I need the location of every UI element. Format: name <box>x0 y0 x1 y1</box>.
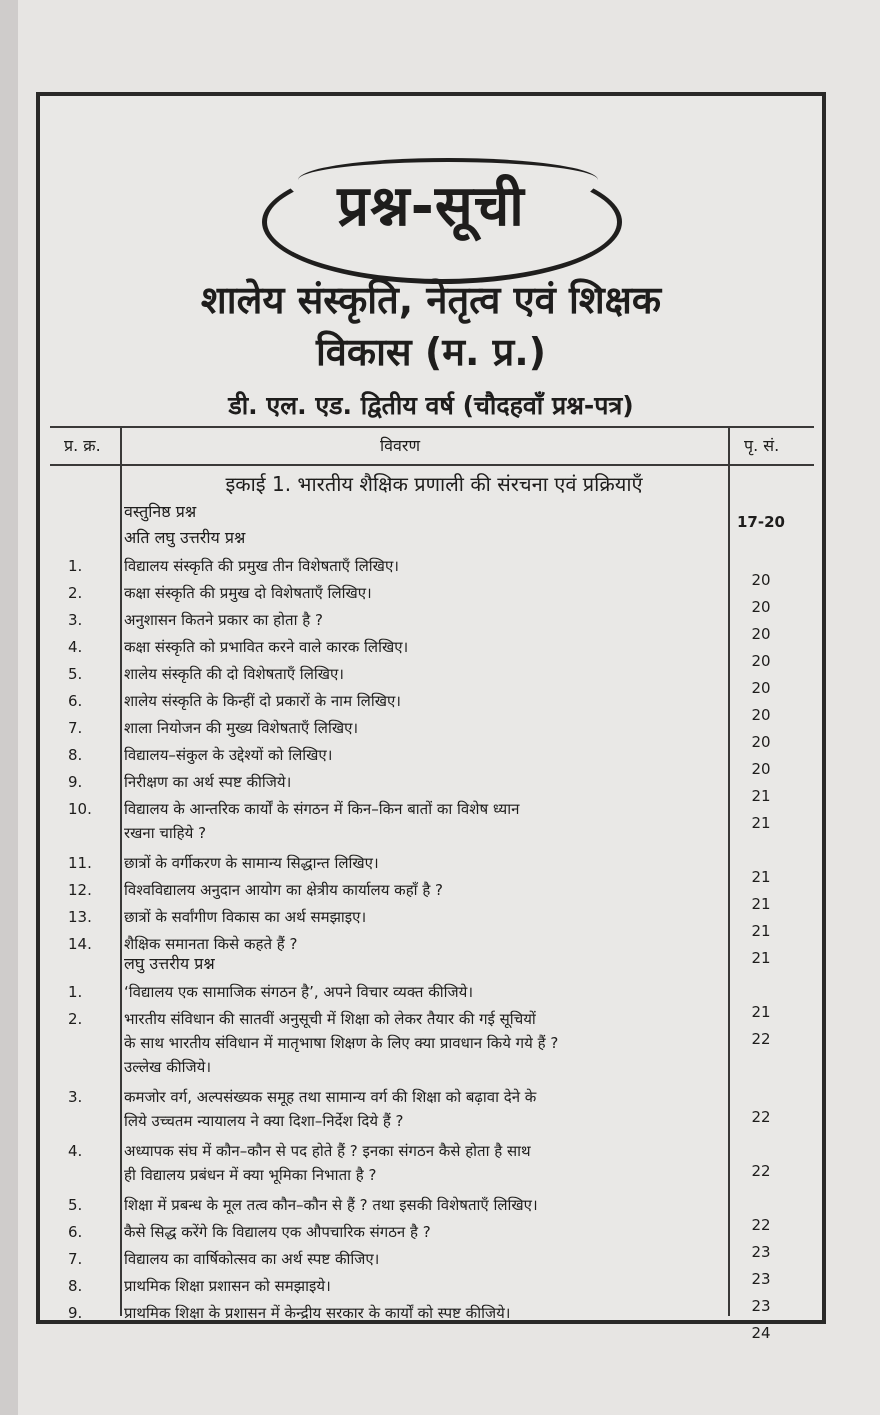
page-number: 20 <box>751 706 771 724</box>
col-header-num: प्र. क्र. <box>64 436 101 455</box>
unit-title: इकाई 1. भारतीय शैक्षिक प्रणाली की संरचना एवं प्रक्रियाएँ <box>225 472 643 496</box>
question-text <box>124 635 664 659</box>
question-text <box>124 689 664 713</box>
question-line: कमजोर वर्ग, अल्पसंख्यक समूह तथा सामान्य वर्ग की शिक्षा को बढ़ावा देने के <box>124 1088 537 1106</box>
question-text <box>124 554 664 578</box>
question-line: विद्यालय संस्कृति की प्रमुख तीन विशेषताएँ लिखिए। <box>124 557 399 575</box>
question-line: अध्यापक संघ में कौन–कौन से पद होते हैं ? इनका संगठन कैसे होता है साथ <box>124 1142 531 1160</box>
question-number: 6. <box>68 692 83 710</box>
page-number: 22 <box>751 1216 771 1234</box>
question-number: 8. <box>68 746 83 764</box>
header-divider <box>50 464 814 466</box>
question-text <box>124 1274 664 1298</box>
section-label: अति लघु उत्तरीय प्रश्न <box>124 528 246 547</box>
question-line: विद्यालय के आन्तरिक कार्यों के संगठन में किन–किन बातों का विशेष ध्यान <box>124 800 520 818</box>
question-number: 9. <box>68 1304 83 1322</box>
question-line: छात्रों के सर्वांगीण विकास का अर्थ समझाइए। <box>124 908 367 926</box>
question-text <box>124 797 664 845</box>
page-number: 22 <box>751 1162 771 1180</box>
contents-page <box>36 92 826 1342</box>
page-title: प्रश्न-सूची <box>337 174 525 239</box>
page-gutter <box>0 0 18 1415</box>
page-number: 21 <box>751 787 771 805</box>
page-number: 21 <box>751 895 771 913</box>
subject-line-2: विकास (म. प्र.) <box>315 330 547 374</box>
question-number: 8. <box>68 1277 83 1295</box>
question-text <box>124 662 664 686</box>
question-text <box>124 1220 664 1244</box>
question-number: 2. <box>68 1010 83 1028</box>
question-number: 2. <box>68 584 83 602</box>
page-number: 22 <box>751 1108 771 1126</box>
question-text <box>124 716 664 740</box>
col-header-page: पृ. सं. <box>744 436 780 455</box>
question-line: शालेय संस्कृति की दो विशेषताएँ लिखिए। <box>124 665 344 683</box>
question-number: 13. <box>68 908 92 926</box>
subject-line-1: शालेय संस्कृति, नेतृत्व एवं शिक्षक <box>200 278 662 322</box>
question-line: लिये उच्चतम न्यायालय ने क्या दिशा–निर्देश दिये हैं ? <box>124 1112 404 1130</box>
question-number: 11. <box>68 854 92 872</box>
question-text <box>124 1301 664 1325</box>
section-label: लघु उत्तरीय प्रश्न <box>124 954 215 973</box>
question-text <box>124 1007 664 1079</box>
page-number: 20 <box>751 598 771 616</box>
question-number: 12. <box>68 881 92 899</box>
question-number: 1. <box>68 983 83 1001</box>
question-line: प्राथमिक शिक्षा के प्रशासन में केन्द्रीय सरकार के कार्यों को स्पष्ट कीजिये। <box>124 1304 511 1322</box>
page-number: 23 <box>751 1297 771 1315</box>
question-line: कैसे सिद्ध करेंगे कि विद्यालय एक औपचारिक संगठन है ? <box>124 1223 431 1241</box>
question-number: 6. <box>68 1223 83 1241</box>
question-line: शिक्षा में प्रबन्ध के मूल तत्व कौन–कौन से हैं ? तथा इसकी विशेषताएँ लिखिए। <box>124 1196 538 1214</box>
question-line: विश्वविद्यालय अनुदान आयोग का क्षेत्रीय कार्यालय कहाँ है ? <box>124 881 444 899</box>
question-text <box>124 1085 664 1133</box>
question-line: उल्लेख कीजिये। <box>124 1058 211 1076</box>
question-line: शाला नियोजन की मुख्य विशेषताएँ लिखिए। <box>124 719 359 737</box>
subject-title <box>60 274 802 378</box>
question-number: 5. <box>68 1196 83 1214</box>
question-text <box>124 878 664 902</box>
question-text <box>124 1247 664 1271</box>
page-number: 24 <box>751 1324 771 1342</box>
page-number: 23 <box>751 1243 771 1261</box>
question-line: अनुशासन कितने प्रकार का होता है ? <box>124 611 323 629</box>
question-text <box>124 581 664 605</box>
question-line: विद्यालय का वार्षिकोत्सव का अर्थ स्पष्ट कीजिए। <box>124 1250 380 1268</box>
section-label: वस्तुनिष्ठ प्रश्न <box>124 502 197 521</box>
question-text <box>124 1139 664 1187</box>
question-line: प्राथमिक शिक्षा प्रशासन को समझाइये। <box>124 1277 331 1295</box>
question-number: 7. <box>68 719 83 737</box>
page-number: 21 <box>751 949 771 967</box>
question-number: 5. <box>68 665 83 683</box>
page-number: 22 <box>751 1030 771 1048</box>
question-line: ‘विद्यालय एक सामाजिक संगठन है’, अपने विचार व्यक्त कीजिये। <box>124 983 474 1001</box>
page-number: 20 <box>751 652 771 670</box>
page-number: 21 <box>751 814 771 832</box>
question-text <box>124 980 664 1004</box>
question-number: 7. <box>68 1250 83 1268</box>
question-line: ही विद्यालय प्रबंधन में क्या भूमिका निभाता है ? <box>124 1166 377 1184</box>
page-number: 21 <box>751 868 771 886</box>
question-line: कक्षा संस्कृति की प्रमुख दो विशेषताएँ लिखिए। <box>124 584 372 602</box>
page-number: 20 <box>751 733 771 751</box>
question-line: विद्यालय–संकुल के उद्देश्यों को लिखिए। <box>124 746 333 764</box>
question-line: रखना चाहिये ? <box>124 824 207 842</box>
question-line: के साथ भारतीय संविधान में मातृभाषा शिक्षण के लिए क्या प्रावधान किये गये हैं ? <box>124 1034 559 1052</box>
question-number: 9. <box>68 773 83 791</box>
question-text <box>124 905 664 929</box>
question-text <box>124 770 664 794</box>
page-number: 21 <box>751 1003 771 1021</box>
question-line: शैक्षिक समानता किसे कहते हैं ? <box>124 935 298 953</box>
question-number: 14. <box>68 935 92 953</box>
col-header-desc: विवरण <box>380 436 421 455</box>
question-number: 4. <box>68 1142 83 1160</box>
question-line: निरीक्षण का अर्थ स्पष्ट कीजिये। <box>124 773 292 791</box>
course-title: डी. एल. एड. द्वितीय वर्ष (चौदहवाँ प्रश्न-पत्र) <box>228 391 634 420</box>
contents-table <box>50 426 814 1342</box>
question-text <box>124 743 664 767</box>
question-text <box>124 1193 664 1217</box>
page-number: 20 <box>751 760 771 778</box>
question-line: छात्रों के वर्गीकरण के सामान्य सिद्धान्त लिखिए। <box>124 854 379 872</box>
page-number: 17-20 <box>737 513 785 531</box>
page-number: 23 <box>751 1270 771 1288</box>
question-line: भारतीय संविधान की सातवीं अनुसूची में शिक्षा को लेकर तैयार की गई सूचियों <box>124 1010 536 1028</box>
question-line: शालेय संस्कृति के किन्हीं दो प्रकारों के नाम लिखिए। <box>124 692 401 710</box>
page-number: 20 <box>751 625 771 643</box>
page-number: 21 <box>751 922 771 940</box>
question-text <box>124 608 664 632</box>
question-text <box>124 851 664 875</box>
question-number: 10. <box>68 800 92 818</box>
question-number: 3. <box>68 1088 83 1106</box>
page-number: 20 <box>751 571 771 589</box>
question-number: 1. <box>68 557 83 575</box>
question-number: 4. <box>68 638 83 656</box>
question-number: 3. <box>68 611 83 629</box>
question-line: कक्षा संस्कृति को प्रभावित करने वाले कारक लिखिए। <box>124 638 409 656</box>
page-number: 20 <box>751 679 771 697</box>
